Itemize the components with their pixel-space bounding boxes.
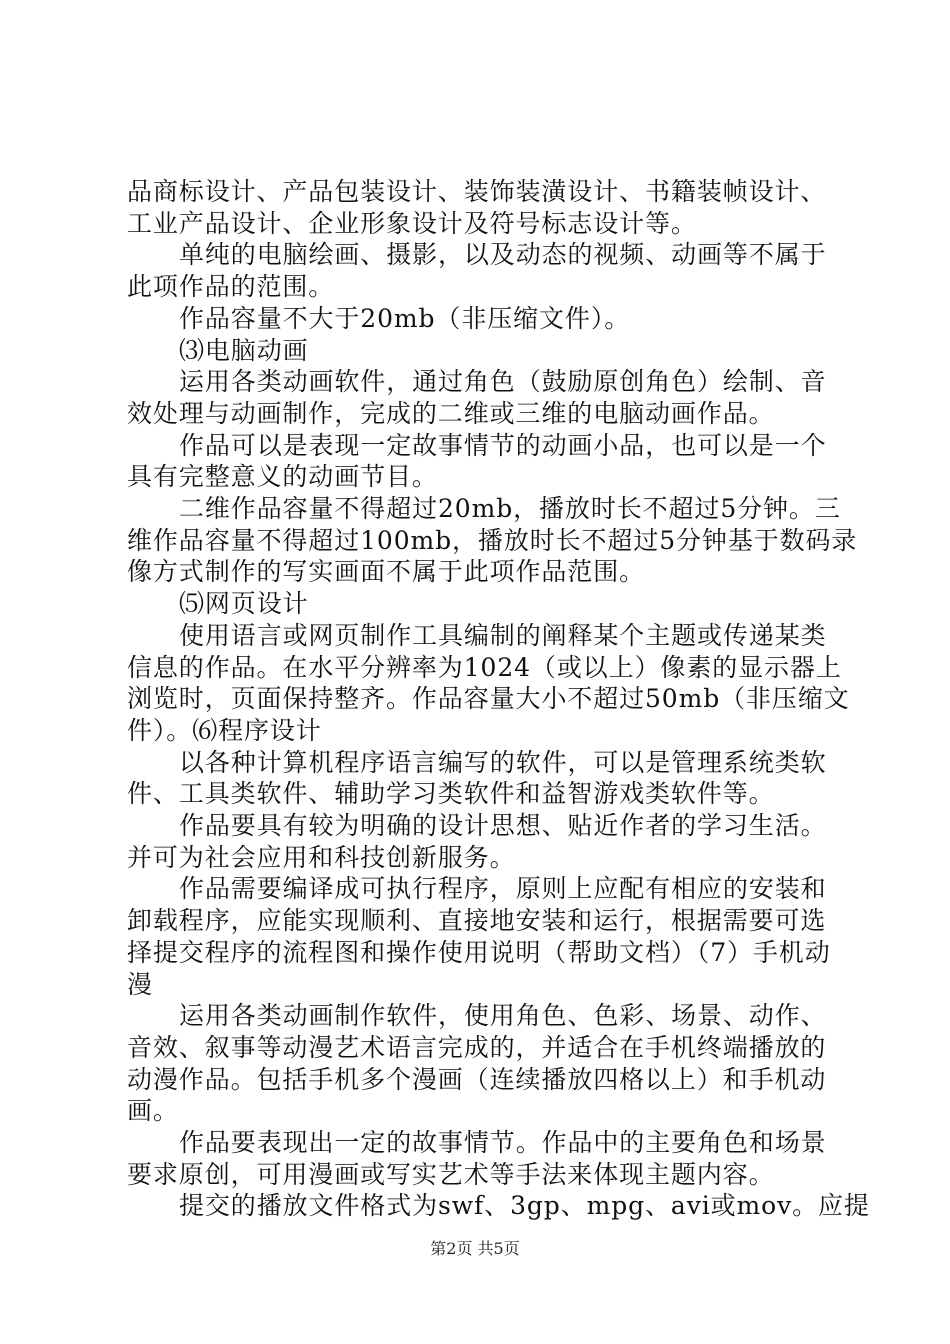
- section-heading: ⑸网页设计: [179, 589, 309, 619]
- text-line: 件、工具类软件、辅助学习类软件和益智游戏类软件等。: [127, 779, 775, 809]
- text-line: 具有完整意义的动画节目。: [127, 462, 438, 492]
- text-line: 二维作品容量不得超过20mb，播放时长不超过5分钟。三: [179, 494, 841, 523]
- text-line: 件）。⑹程序设计: [127, 715, 322, 745]
- text-line: 漫: [127, 969, 153, 999]
- text-line: 画。: [127, 1096, 179, 1126]
- text-line: 作品要具有较为明确的设计思想、贴近作者的学习生活。: [179, 811, 827, 840]
- text-line: 要求原创，可用漫画或写实艺术等手法来体现主题内容。: [127, 1159, 775, 1189]
- text-line: 运用各类动画制作软件，使用角色、色彩、场景、动作、: [179, 1001, 827, 1031]
- text-line: 效处理与动画制作，完成的二维或三维的电脑动画作品。: [127, 398, 775, 428]
- text-line: 工业产品设计、企业形象设计及符号标志设计等。: [127, 208, 697, 238]
- text-line: 作品可以是表现一定故事情节的动画小品，也可以是一个: [179, 430, 827, 460]
- text-line: 此项作品的范围。: [127, 272, 335, 302]
- text-line: 以各种计算机程序语言编写的软件，可以是管理系统类软: [179, 747, 827, 777]
- text-line: 品商标设计、产品包装设计、装饰装潢设计、书籍装帧设计、: [127, 177, 827, 206]
- text-line: 运用各类动画软件，通过角色（鼓励原创角色）绘制、音: [179, 367, 827, 397]
- text-line: 动漫作品。包括手机多个漫画（连续播放四格以上）和手机动: [127, 1064, 827, 1094]
- text-line: 并可为社会应用和科技创新服务。: [127, 842, 516, 872]
- text-line: 择提交程序的流程图和操作使用说明（帮助文档）（7）手机动: [127, 937, 831, 967]
- text-line: 像方式制作的写实画面不属于此项作品范围。: [127, 557, 646, 587]
- text-line: 使用语言或网页制作工具编制的阐释某个主题或传递某类: [179, 620, 827, 650]
- text-line: 浏览时，页面保持整齐。作品容量大小不超过50mb（非压缩文: [127, 684, 850, 714]
- text-line: 维作品容量不得超过100mb，播放时长不超过5分钟基于数码录: [127, 525, 858, 555]
- text-line: 卸载程序，应能实现顺利、直接地安装和运行，根据需要可选: [127, 906, 827, 936]
- page-footer: 第2页 共5页: [430, 1239, 520, 1258]
- text-line: 作品容量不大于20mb（非压缩文件）。: [179, 303, 631, 333]
- text-line: 提交的播放文件格式为swf、3gp、mpg、avi或mov。应提: [179, 1191, 870, 1221]
- section-heading: ⑶电脑动画: [179, 335, 309, 365]
- text-line: 作品需要编译成可执行程序，原则上应配有相应的安装和: [179, 874, 827, 904]
- text-line: 音效、叙事等动漫艺术语言完成的，并适合在手机终端播放的: [127, 1032, 827, 1062]
- text-line: 信息的作品。在水平分辨率为1024（或以上）像素的显示器上: [127, 652, 842, 682]
- text-line: 作品要表现出一定的故事情节。作品中的主要角色和场景: [179, 1128, 827, 1157]
- text-line: 单纯的电脑绘画、摄影，以及动态的视频、动画等不属于: [179, 240, 827, 270]
